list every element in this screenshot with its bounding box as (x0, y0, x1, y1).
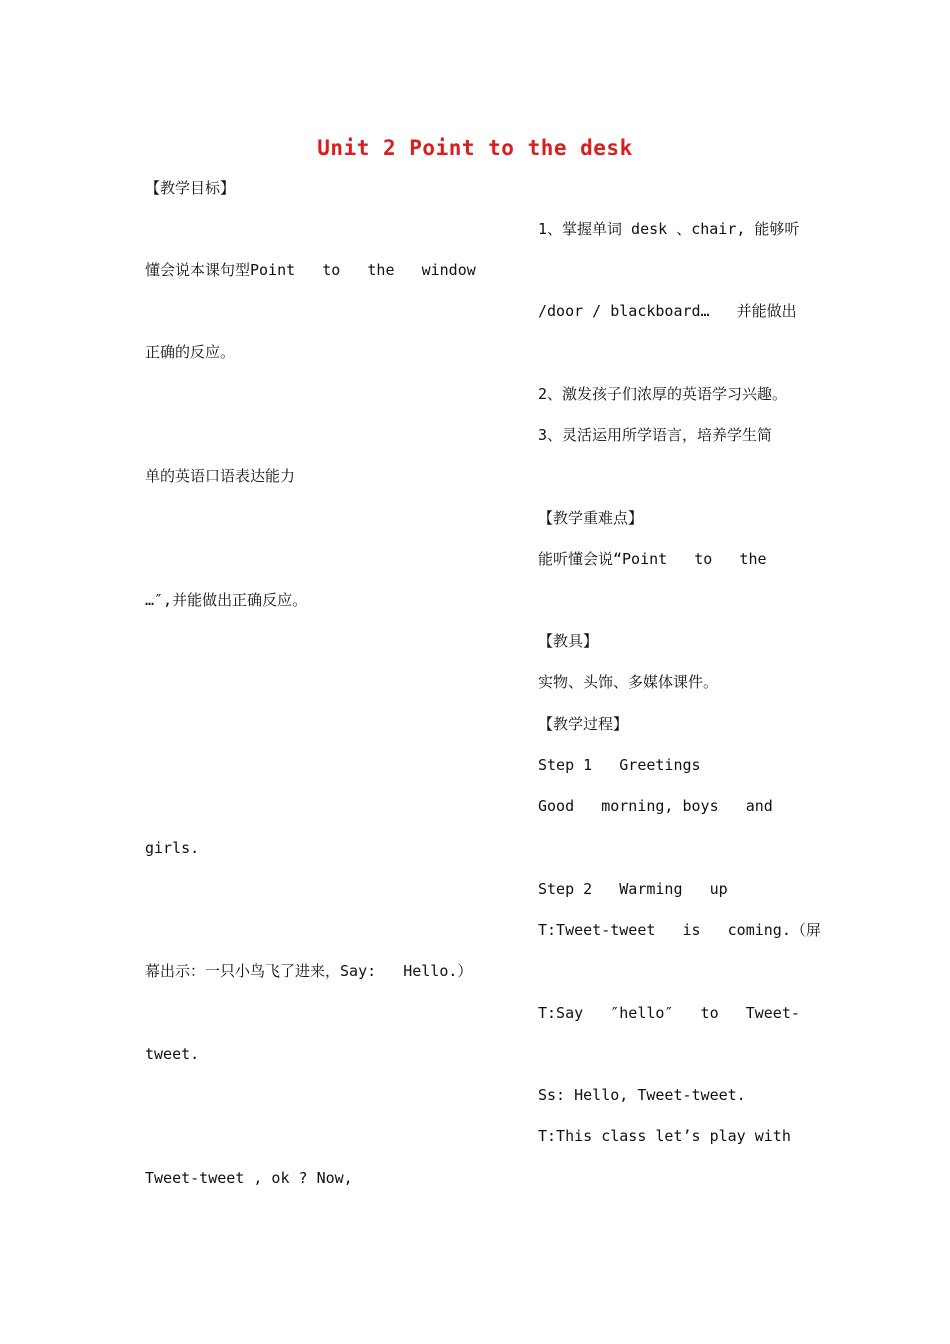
text-line: 1、掌握单词 desk 、chair, 能够听 (538, 220, 800, 238)
text-line: 幕出示：一只小鸟飞了进来，Say: Hello.） (145, 962, 473, 980)
section-heading-objectives: 【教学目标】 (145, 179, 236, 197)
text-line: 实物、头饰、多媒体课件。 (538, 673, 719, 691)
text-line: 正确的反应。 (145, 343, 236, 361)
text-line: girls. (145, 839, 200, 857)
text-line: T:Tweet-tweet is coming.（屏 (538, 921, 821, 939)
text-line: Step 1 Greetings (538, 756, 701, 774)
text-line: tweet. (145, 1045, 200, 1063)
text-line: 3、灵活运用所学语言，培养学生简 (538, 426, 773, 444)
text-line: /door / blackboard… 并能做出 (538, 302, 797, 320)
text-line: Tweet-tweet , ok ? Now, (145, 1169, 353, 1187)
section-heading-aids: 【教具】 (538, 632, 599, 650)
text-line: T:Say ″hello″ to Tweet- (538, 1004, 800, 1022)
text-line: Ss: Hello, Tweet-tweet. (538, 1086, 746, 1104)
section-heading-process: 【教学过程】 (538, 715, 629, 733)
text-line: 能听懂会说“Point to the (538, 550, 767, 568)
text-line: …″,并能做出正确反应。 (145, 591, 308, 609)
document-title: Unit 2 Point to the desk (317, 136, 633, 160)
text-line: Step 2 Warming up (538, 880, 728, 898)
text-line: 2、激发孩子们浓厚的英语学习兴趣。 (538, 385, 788, 403)
section-heading-key-points: 【教学重难点】 (538, 509, 644, 527)
text-line: Good morning, boys and (538, 797, 773, 815)
text-line: T:This class let’s play with (538, 1127, 791, 1145)
text-line: 懂会说本课句型Point to the window (145, 261, 476, 279)
text-line: 单的英语口语表达能力 (145, 467, 296, 485)
